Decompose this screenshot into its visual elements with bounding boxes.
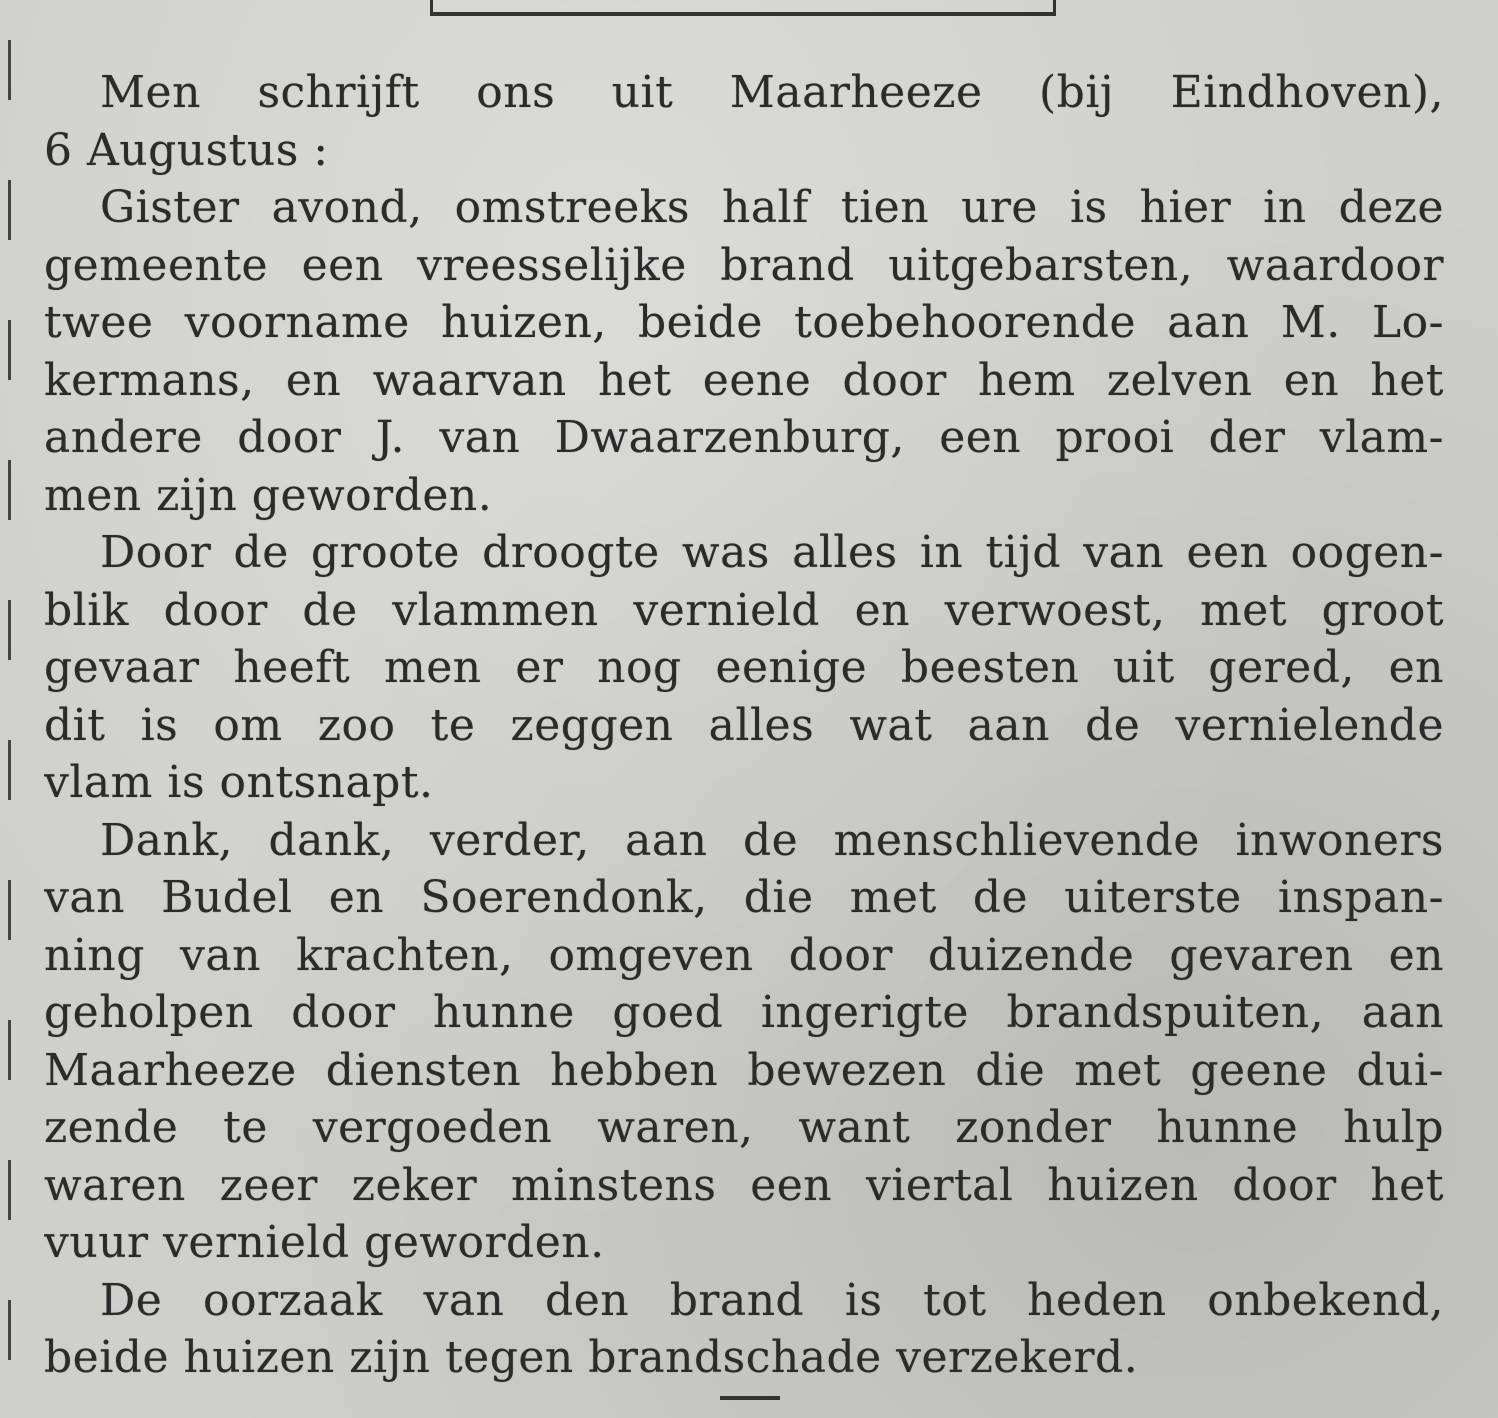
paragraph-drought <box>44 524 1444 812</box>
section-divider <box>720 1396 780 1400</box>
text-line: ning van krachten, omgeven door duizende gevaren en <box>44 929 1444 981</box>
top-border-rule <box>430 0 1056 16</box>
column-rule <box>8 40 11 1380</box>
paragraph-dateline <box>44 64 1444 179</box>
text-line: geholpen door hunne goed ingerigte brandspuiten, aan <box>44 987 1444 1038</box>
text-line: van Budel en Soerendonk, die met de uiterste inspan- <box>44 872 1444 923</box>
text-line: Maarheeze diensten hebben bewezen die met geene dui- <box>44 1044 1444 1096</box>
text-line: waren zeer zeker minstens een viertal huizen door het <box>44 1159 1444 1211</box>
text-line: andere door J. van Dwaarzenburg, een prooi der vlam- <box>44 412 1444 463</box>
text-line: kermans, en waarvan het eene door hem zelven en het <box>44 354 1444 406</box>
text-line: gevaar heeft men er nog eenige beesten uit gered, en <box>44 642 1444 693</box>
text-line: Gister avond, omstreeks half tien ure is hier in deze <box>100 182 1444 233</box>
text-line: twee voorname huizen, beide toebehoorende aan M. Lo- <box>44 297 1444 348</box>
text-line: Dank, dank, verder, aan de menschlievende inwoners <box>100 814 1444 866</box>
text-line: beide huizen zijn tegen brandschade verzekerd. <box>44 1332 1139 1383</box>
text-line: blik door de vlammen vernield en verwoest, met groot <box>44 584 1444 636</box>
text-line: 6 Augustus : <box>44 124 329 176</box>
text-line: gemeente een vreesselijke brand uitgebarsten, waardoor <box>44 239 1444 291</box>
text-line: Door de groote droogte was alles in tijd van een oogen- <box>100 527 1444 578</box>
paragraph-fire-report <box>44 179 1444 524</box>
text-line: vuur vernield geworden. <box>44 1217 605 1268</box>
text-line: De oorzaak van den brand is tot heden onbekend, <box>100 1274 1444 1326</box>
text-line: men zijn geworden. <box>44 469 493 521</box>
text-line: vlam is ontsnapt. <box>44 757 434 808</box>
paragraph-cause <box>44 1272 1444 1387</box>
article-body <box>44 64 1444 1387</box>
paragraph-thanks <box>44 812 1444 1272</box>
text-line: Men schrijft ons uit Maarheeze (bij Eindhoven), <box>100 67 1444 118</box>
text-line: zende te vergoeden waren, want zonder hunne hulp <box>44 1102 1444 1153</box>
text-line: dit is om zoo te zeggen alles wat aan de vernielende <box>44 699 1444 751</box>
